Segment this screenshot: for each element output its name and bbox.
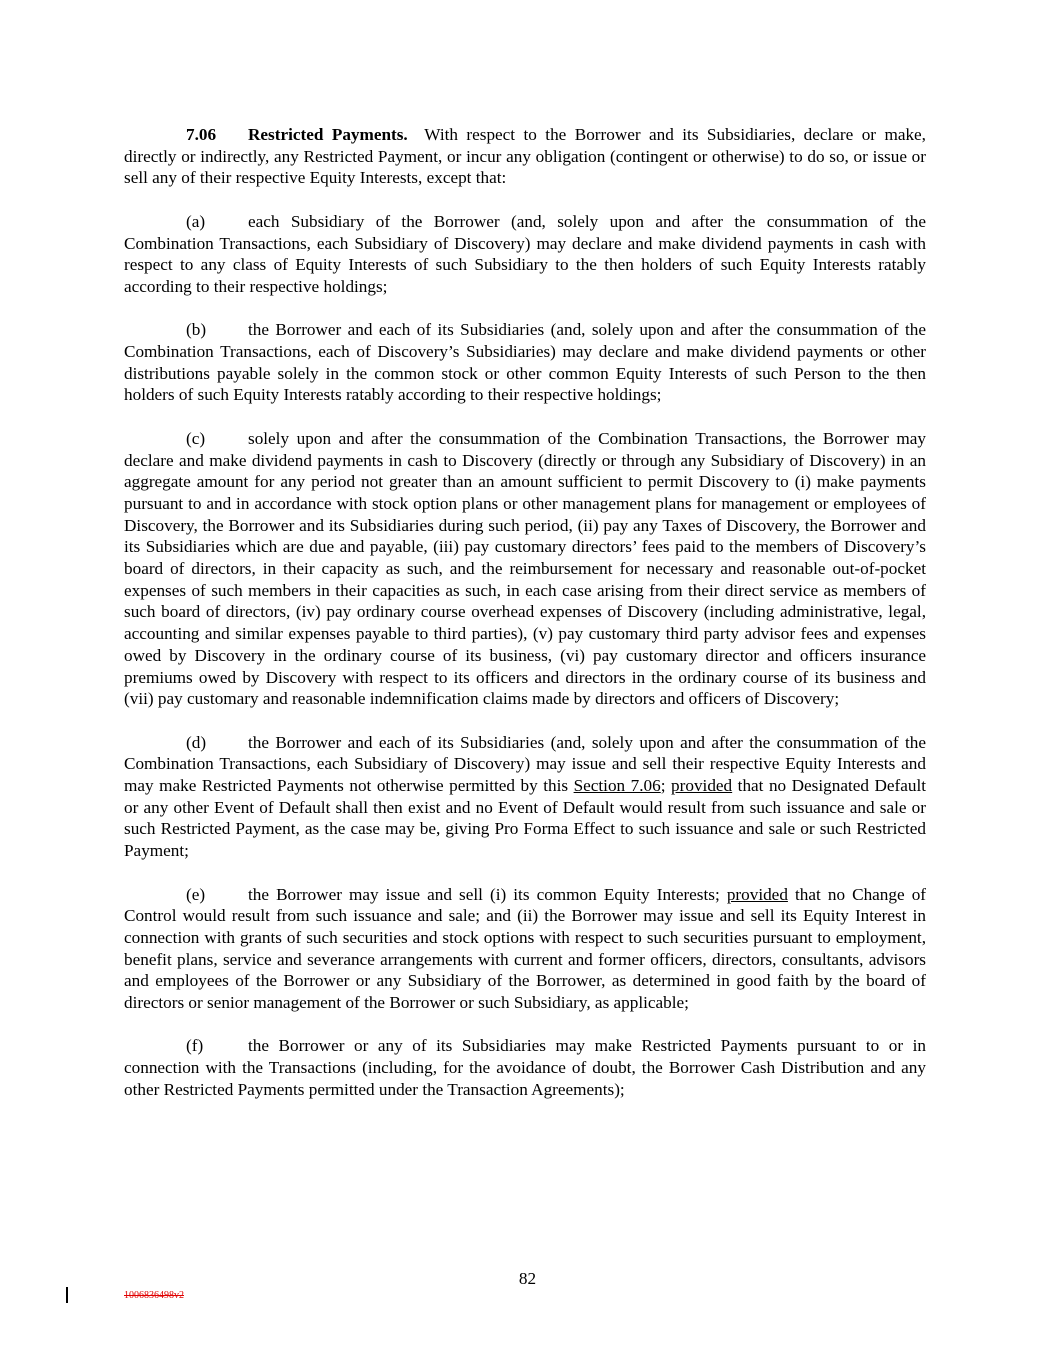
clause-f xyxy=(124,1035,926,1100)
clause-d-text-3: that no Designated Default or any other Event of Default shall then exist and no Event of Default would result from such issuance and sale or such Restricted Payment, as the case may be, giving Pro Forma Effect to such issuance and sale or such Restricted Payment; xyxy=(124,776,927,861)
clause-b xyxy=(124,319,926,406)
clause-a-label: (a) xyxy=(186,211,206,231)
document-body xyxy=(124,124,926,1122)
clause-c-text: solely upon and after the consummation of the Combination Transactions, the Borrower may declare and make dividend payments in cash to Discovery (directly or through any Subsidiary of Discovery) in an aggregate amount for any period not greater than an amount sufficient to permit Discovery to (i) make payments pursuant to and in accordance with stock option plans or other management plans for management or employees of Discovery, the Borrower and its Subsidiaries during such period, (ii) pay any Taxes of Discovery, the Borrower and its Subsidiaries which are due and payable, (iii) pay customary directors’ fees paid to the members of Discovery’s board of directors, in their capacity as such, and the reimbursement for necessary and reasonable out-of-pocket expenses of such members in their capacities as such, in each case arising from their direct service as members of such board of directors, (iv) pay ordinary course overhead expenses of Discovery (including administrative, legal, accounting and similar expenses payable to third parties), (v) pay customary third party advisor fees and expenses owed by Discovery in the ordinary course of its business, (vi) pay customary director and officers insurance premiums owed by Discovery with respect to its officers and directors in the ordinary course of its business and (vii) pay customary and reasonable indemnification claims made by directors and officers of Discovery; xyxy=(124,428,926,709)
clause-d-text-2: ; xyxy=(660,776,672,796)
clause-d-text-1: the Borrower and each of its Subsidiaries (and, solely upon and after the consummation of the Combination Transactions, each Subsidiary of Discovery) may issue and sell their respective Equity Interests and may make Restricted Payments not otherwise permitted by this xyxy=(124,732,926,796)
section-title: Restricted Payments. xyxy=(248,125,408,144)
clause-d xyxy=(124,732,926,862)
clause-e-text-2: that no Change of Control would result from such issuance and sale; and (ii) the Borrower may issue and sell its Equity Interest in connection with grants of such securities and stock options with respect to such securities pursuant to employment, benefit plans, service and severance arrangements with current and former officers, directors, consultants, advisors and employees of the Borrower or any Subsidiary of the Borrower, as determined in good faith by the board of directors or senior management of the Borrower or such Subsidiary, as applicable; xyxy=(124,884,927,1013)
clause-c-label: (c) xyxy=(186,428,206,448)
clause-e-text-1: the Borrower may issue and sell (i) its common Equity Interests; xyxy=(248,884,727,904)
section-intro-text: With respect to the Borrower and its Subsidiaries, declare or make, directly or indirectly, any Restricted Payment, or incur any obligation (contingent or otherwise) to do so, or issue or sell any of their respective Equity Interests, except that: xyxy=(124,125,926,188)
section-intro-paragraph xyxy=(124,124,926,189)
clause-a xyxy=(124,211,926,298)
section-number: 7.06 xyxy=(186,125,217,144)
clause-b-text: the Borrower and each of its Subsidiaries (and, solely upon and after the consummation of the Combination Transactions, each of Discovery’s Subsidiaries) may declare and make dividend payments or other distributions payable solely in the common stock or other common Equity Interests of such Person to the then holders of such Equity Interests ratably according to their respective holdings; xyxy=(124,320,926,405)
document-id-footer: 1006836498v2 xyxy=(124,1290,184,1301)
clause-c xyxy=(124,428,926,710)
provided-term: provided xyxy=(671,776,733,796)
section-reference-link: Section 7.06 xyxy=(573,776,661,796)
clause-a-text: each Subsidiary of the Borrower (and, solely upon and after the consummation of the Combination Transactions, each Subsidiary of Discovery) may declare and make dividend payments in cash with respect to any class of Equity Interests of such Subsidiary to the then holders of such Equity Interests ratably according to their respective holdings; xyxy=(124,211,926,296)
clause-e-label: (e) xyxy=(186,884,206,904)
page-number: 82 xyxy=(518,1269,537,1288)
clause-e xyxy=(124,884,926,1014)
revision-change-bar xyxy=(66,1287,68,1303)
provided-term: provided xyxy=(726,884,788,904)
clause-f-label: (f) xyxy=(186,1036,204,1056)
clause-b-label: (b) xyxy=(186,320,207,340)
clause-f-text: the Borrower or any of its Subsidiaries may make Restricted Payments pursuant to or in connection with the Transactions (including, for the avoidance of doubt, the Borrower Cash Distribution and any other Restricted Payments permitted under the Transaction Agreements); xyxy=(124,1036,926,1099)
clause-d-label: (d) xyxy=(186,732,207,752)
